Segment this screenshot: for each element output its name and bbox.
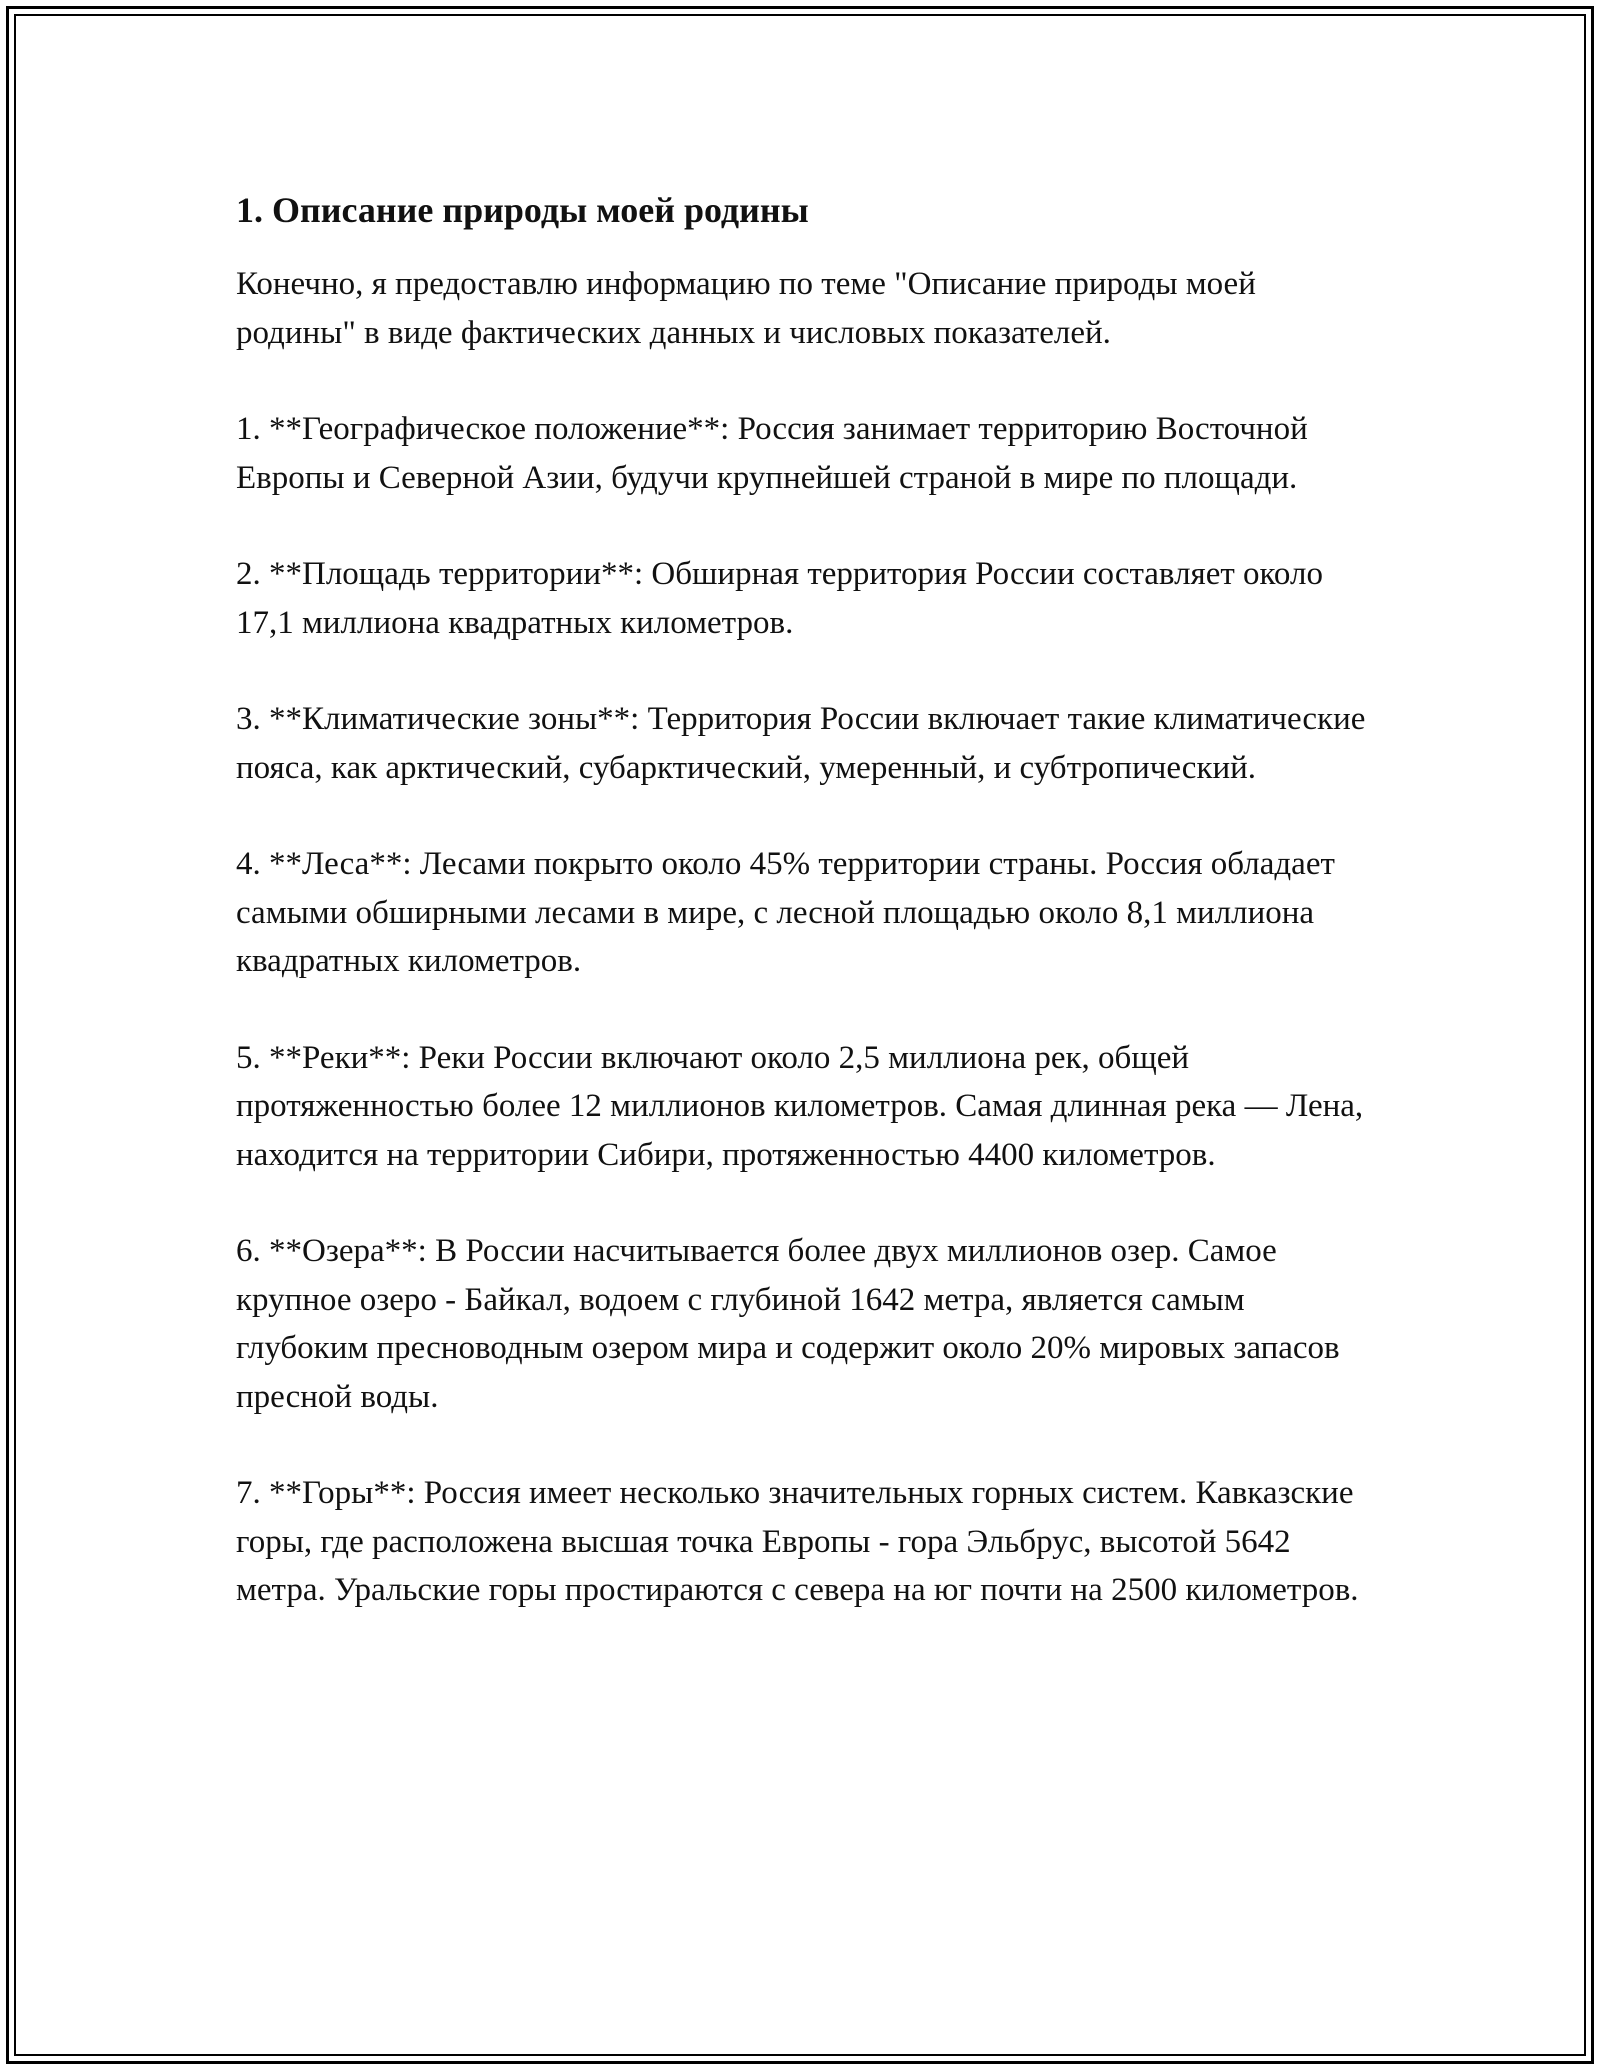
document-body	[236, 186, 1376, 1663]
list-item-forests: 4. **Леса**: Лесами покрыто около 45% территории страны. Россия обладает самыми обширными лесами в мире, с лесной площадью около 8,1 миллиона квадратных километров.	[236, 846, 1335, 979]
document-heading: 1. Описание природы моей родины	[236, 190, 809, 230]
list-item-rivers: 5. **Реки**: Реки России включают около 2,5 миллиона рек, общей протяженностью более 12 миллионов километров. Самая длинная река — Лена, находится на территории Сибири, протяженностью 4400 километров.	[236, 1039, 1364, 1173]
list-item-geography: 1. **Географическое положение**: Россия занимает территорию Восточной Европы и Северной Азии, будучи крупнейшей страной в мире по площади.	[236, 411, 1308, 496]
list-item-lakes: 6. **Озера**: В России насчитывается более двух миллионов озер. Самое крупное озеро - Байкал, водоем с глубиной 1642 метра, является самым глубоким пресноводным озером мира и содержит около 20% мировых запасов пресной воды.	[236, 1233, 1340, 1415]
list-item-area: 2. **Площадь территории**: Обширная территория России составляет около 17,1 миллиона квадратных километров.	[236, 556, 1323, 641]
list-item-mountains: 7. **Горы**: Россия имеет несколько значительных горных систем. Кавказские горы, где расположена высшая точка Европы - гора Эльбрус, высотой 5642 метра. Уральские горы простираются с севера на юг почти на 2500 километров.	[236, 1475, 1359, 1608]
list-item-climate: 3. **Климатические зоны**: Территория России включает такие климатические пояса, как арктический, субарктический, умеренный, и субтропический.	[236, 701, 1366, 786]
intro-paragraph: Конечно, я предоставлю информацию по теме "Описание природы моей родины" в виде фактических данных и числовых показателей.	[236, 266, 1256, 351]
